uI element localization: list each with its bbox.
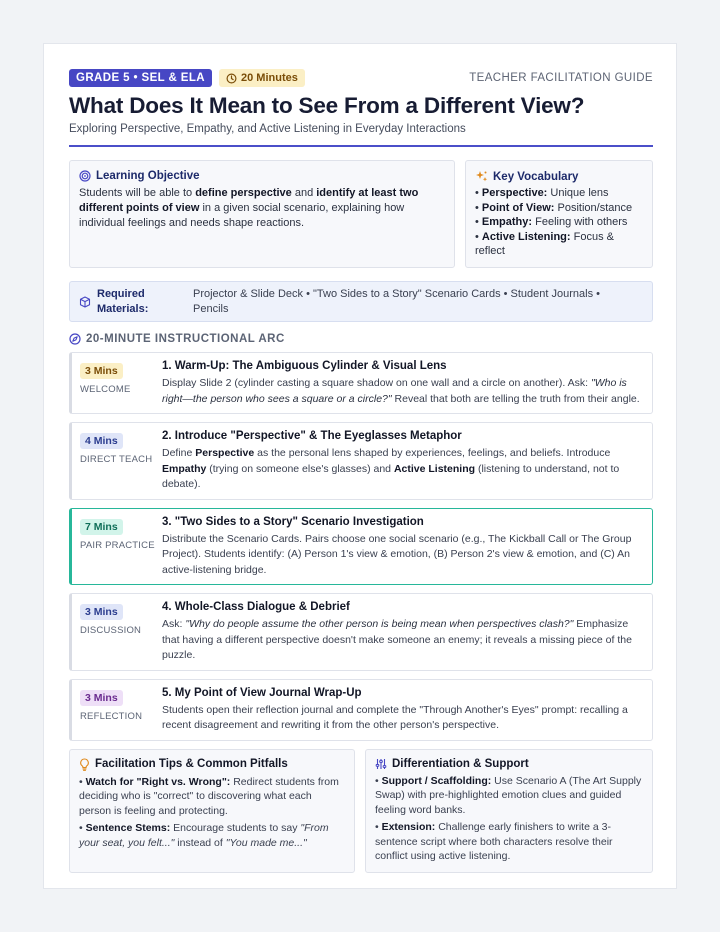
- phase-label: DIRECT TEACH: [80, 454, 153, 465]
- step-description: Students open their reflection journal and complete the "Through Another's Eyes" prompt: recalling a recent disagreement and rewriting it from the other person's perspective.: [162, 703, 628, 731]
- step-body: [162, 515, 642, 579]
- step-body: [162, 359, 642, 407]
- guide-content: [69, 69, 653, 873]
- differentiation-heading-label: Differentiation & Support: [392, 757, 529, 770]
- instructional-steps: [69, 352, 653, 741]
- tip-item: • Watch for "Right vs. Wrong": Redirect students from deciding who is "correct" to discovering what each person is feeling and protecting.: [79, 775, 339, 817]
- title-divider: [69, 145, 653, 147]
- time-badge: [219, 69, 305, 87]
- arc-step-5: [69, 679, 653, 741]
- lightbulb-icon: [79, 758, 90, 771]
- differentiation-card: [365, 749, 653, 873]
- overview-row: [69, 160, 653, 268]
- page-title: What Does It Mean to See From a Different View?: [69, 93, 585, 118]
- arc-heading-label: 20-MINUTE INSTRUCTIONAL ARC: [86, 333, 285, 345]
- tip-item: • Sentence Stems: Encourage students to say "From your seat, you felt..." instead of "You made me...": [79, 822, 329, 849]
- duration-badge: 3 Mins: [80, 690, 123, 706]
- grade-badge: GRADE 5 • SEL & ELA: [69, 69, 212, 87]
- vocab-item: • Perspective: Unique lens: [475, 187, 609, 199]
- phase-label: PAIR PRACTICE: [80, 539, 155, 551]
- objective-heading-label: Learning Objective: [96, 170, 200, 182]
- vocab-item: • Empathy: Feeling with others: [475, 216, 628, 228]
- guide-label: TEACHER FACILITATION GUIDE: [469, 72, 653, 84]
- tips-heading: [79, 758, 345, 771]
- sparkle-icon: [475, 170, 488, 183]
- step-meta: [80, 600, 162, 664]
- step-title: 1. Warm-Up: The Ambiguous Cylinder & Visual Lens: [162, 360, 447, 372]
- tips-list: [79, 775, 345, 851]
- step-body: [162, 600, 642, 664]
- step-meta: [80, 429, 162, 493]
- differentiation-item: • Extension: Challenge early finishers to write a 3-sentence script where both characters resolve their conflict using active listening.: [375, 821, 613, 862]
- guide-page: [43, 43, 677, 889]
- step-title: 5. My Point of View Journal Wrap-Up: [162, 686, 362, 699]
- step-description: Display Slide 2 (cylinder casting a square shadow on one wall and a circle on another). Ask: "Who is right—the person who sees a square or a circle?" Reveal that both are telling the truth from their angle.: [162, 377, 640, 405]
- vocabulary-list: [475, 186, 643, 259]
- phase-label: REFLECTION: [80, 710, 143, 722]
- duration-badge: 3 Mins: [80, 363, 123, 379]
- differentiation-list: [375, 774, 643, 864]
- page-subtitle: Exploring Perspective, Empathy, and Active Listening in Everyday Interactions: [69, 123, 466, 135]
- time-label: 20 Minutes: [241, 72, 298, 84]
- learning-objective-card: [69, 160, 455, 268]
- support-row: [69, 749, 653, 873]
- required-materials-bar: [69, 281, 653, 322]
- vocab-item: • Point of View: Position/stance: [475, 201, 633, 214]
- phase-label: DISCUSSION: [80, 625, 142, 636]
- step-description: Ask: "Why do people assume the other person is being mean when perspectives clash?" Emphasize that having a different perspective doesn't make someone an enemy; it reveals a missing piece of the puzzle.: [162, 618, 632, 661]
- step-meta: [80, 359, 162, 407]
- arc-step-1: [69, 352, 653, 414]
- arc-step-2: [69, 422, 653, 500]
- vocabulary-heading-label: Key Vocabulary: [493, 170, 579, 183]
- box-icon: [79, 296, 91, 308]
- target-icon: [79, 170, 91, 182]
- phase-label: WELCOME: [80, 384, 131, 395]
- tips-heading-label: Facilitation Tips & Common Pitfalls: [95, 758, 288, 770]
- step-meta: [80, 515, 162, 579]
- differentiation-item: • Support / Scaffolding: Use Scenario A (The Art Supply Swap) with pre-highlighted emotion clues and guided feeling word banks.: [375, 774, 642, 816]
- step-title: 2. Introduce "Perspective" & The Eyeglasses Metaphor: [162, 430, 462, 442]
- arc-step-4: [69, 593, 653, 671]
- vocab-item: • Active Listening: Focus & reflect: [475, 230, 614, 257]
- step-title: 4. Whole-Class Dialogue & Debrief: [162, 601, 350, 613]
- header-topbar: [69, 69, 653, 87]
- objective-heading: [79, 170, 445, 182]
- sliders-icon: [375, 758, 387, 770]
- vocabulary-heading: [475, 170, 643, 183]
- step-description: Define Perspective as the personal lens shaped by experiences, feelings, and beliefs. Introduce Empathy (trying on someone else's glasses) and Active Listening (listening to understand, not to debate).: [162, 447, 620, 490]
- step-meta: [80, 686, 162, 734]
- step-description: Distribute the Scenario Cards. Pairs choose one social scenario (e.g., The Kickball Call or The Group Project). Students identify: (A) Person 1's view & emotion, (B) Person 2's view & emotion, and (C) An active-listening bridge.: [162, 532, 632, 576]
- key-vocabulary-card: [465, 160, 653, 268]
- materials-label: Required Materials:: [97, 288, 149, 315]
- objective-text: Students will be able to define perspective and identify at least two different points of view in a given social scenario, explaining how individual feelings and needs shape reactions.: [79, 187, 419, 229]
- step-body: [162, 686, 642, 734]
- duration-badge: 7 Mins: [80, 519, 123, 535]
- step-title: 3. "Two Sides to a Story" Scenario Investigation: [162, 515, 424, 528]
- compass-icon: [69, 333, 81, 345]
- facilitation-tips-card: [69, 749, 355, 873]
- instructional-arc-heading: [69, 331, 653, 347]
- step-body: [162, 429, 642, 493]
- clock-icon: [226, 73, 237, 84]
- duration-badge: 3 Mins: [80, 604, 123, 620]
- duration-badge: 4 Mins: [80, 433, 123, 449]
- arc-step-3: [69, 508, 653, 586]
- materials-text: Projector & Slide Deck • "Two Sides to a Story" Scenario Cards • Student Journals • Pencils: [193, 288, 600, 315]
- differentiation-heading: [375, 758, 643, 770]
